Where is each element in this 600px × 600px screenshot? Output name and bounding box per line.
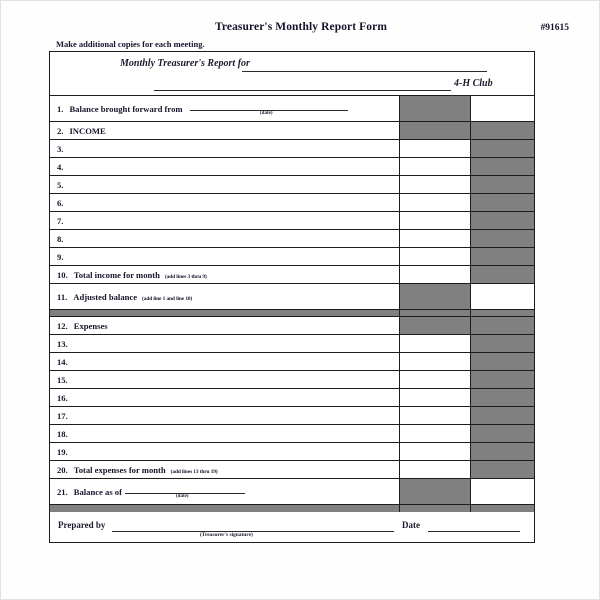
entry-amount-cell[interactable] bbox=[471, 479, 534, 504]
table-row bbox=[50, 284, 534, 310]
row-number: 13. bbox=[57, 338, 68, 349]
club-name-field-rule-2[interactable] bbox=[154, 90, 451, 91]
section-divider-row bbox=[50, 505, 534, 512]
row-label-cell[interactable] bbox=[50, 425, 400, 442]
report-for-label: Monthly Treasurer's Report for bbox=[120, 58, 250, 69]
row-label-text bbox=[57, 162, 63, 172]
row-label-text bbox=[57, 375, 68, 385]
row-label-text bbox=[57, 126, 106, 136]
entry-amount-cell bbox=[471, 407, 534, 424]
table-row bbox=[50, 158, 534, 176]
table-row bbox=[50, 389, 534, 407]
row-label-cell[interactable] bbox=[50, 284, 400, 309]
entry-amount-cell bbox=[471, 310, 534, 316]
entry-amount-cell bbox=[471, 248, 534, 265]
row-label-text bbox=[57, 321, 108, 331]
row-number: 10. bbox=[57, 269, 68, 280]
row-label-cell bbox=[50, 505, 400, 512]
row-label-cell[interactable] bbox=[50, 461, 400, 478]
entry-amount-cell bbox=[471, 505, 534, 512]
row-label-text bbox=[57, 339, 68, 349]
row-number: 8. bbox=[57, 233, 64, 244]
row-label-text bbox=[57, 180, 63, 190]
row-label-cell[interactable] bbox=[50, 335, 400, 352]
balance-amount-cell[interactable] bbox=[400, 194, 471, 211]
page-title: Treasurer's Monthly Report Form bbox=[214, 21, 388, 33]
form-footer bbox=[50, 512, 534, 542]
balance-amount-cell[interactable] bbox=[400, 353, 471, 370]
table-row bbox=[50, 194, 534, 212]
entry-amount-cell[interactable] bbox=[471, 96, 534, 121]
entry-amount-cell bbox=[471, 371, 534, 388]
date-caption: (date) bbox=[260, 111, 273, 116]
balance-amount-cell bbox=[400, 317, 471, 334]
row-label-cell[interactable] bbox=[50, 158, 400, 175]
entry-amount-cell bbox=[471, 353, 534, 370]
row-description: Balance as of bbox=[73, 486, 122, 497]
row-number: 17. bbox=[57, 410, 68, 421]
entry-amount-cell bbox=[471, 443, 534, 460]
treasurer-report-table bbox=[49, 51, 535, 543]
row-note: (add lines 13 thru 19) bbox=[170, 468, 218, 475]
entry-amount-cell bbox=[471, 425, 534, 442]
row-number: 11. bbox=[57, 291, 68, 302]
row-label-cell[interactable] bbox=[50, 248, 400, 265]
entry-amount-cell[interactable] bbox=[471, 284, 534, 309]
report-rows bbox=[50, 96, 534, 512]
balance-amount-cell[interactable] bbox=[400, 389, 471, 406]
row-description: Expenses bbox=[73, 320, 108, 331]
row-note: (add line 1 and line 10) bbox=[142, 295, 193, 302]
table-row bbox=[50, 425, 534, 443]
row-label-cell[interactable] bbox=[50, 122, 400, 139]
row-description: Adjusted balance bbox=[73, 291, 138, 302]
row-label-cell[interactable] bbox=[50, 443, 400, 460]
row-label-cell[interactable] bbox=[50, 371, 400, 388]
row-number: 20. bbox=[57, 464, 68, 475]
row-label-cell[interactable] bbox=[50, 407, 400, 424]
balance-amount-cell[interactable] bbox=[400, 212, 471, 229]
row-number: 4. bbox=[57, 161, 64, 172]
table-row bbox=[50, 248, 534, 266]
row-label-cell[interactable] bbox=[50, 176, 400, 193]
row-label-cell[interactable] bbox=[50, 353, 400, 370]
row-label-text bbox=[57, 393, 68, 403]
club-name-field-rule-1[interactable] bbox=[242, 71, 487, 72]
table-row bbox=[50, 140, 534, 158]
instruction-note: Make additional copies for each meeting. bbox=[56, 39, 205, 49]
balance-amount-cell[interactable] bbox=[400, 371, 471, 388]
row-number: 21. bbox=[57, 486, 68, 497]
table-row bbox=[50, 176, 534, 194]
signature-field[interactable] bbox=[112, 531, 394, 532]
row-description: INCOME bbox=[69, 125, 106, 136]
row-label-text bbox=[57, 144, 63, 154]
row-number: 14. bbox=[57, 356, 68, 367]
table-row bbox=[50, 230, 534, 248]
row-label-cell[interactable] bbox=[50, 194, 400, 211]
table-row bbox=[50, 212, 534, 230]
balance-amount-cell bbox=[400, 479, 471, 504]
balance-amount-cell bbox=[400, 310, 471, 316]
entry-amount-cell bbox=[471, 317, 534, 334]
table-row bbox=[50, 353, 534, 371]
balance-amount-cell[interactable] bbox=[400, 461, 471, 478]
row-label-cell[interactable] bbox=[50, 266, 400, 283]
entry-amount-cell bbox=[471, 335, 534, 352]
row-number: 9. bbox=[57, 251, 64, 262]
row-label-cell[interactable] bbox=[50, 389, 400, 406]
table-row bbox=[50, 266, 534, 284]
row-label-text bbox=[57, 465, 218, 475]
entry-amount-cell bbox=[471, 158, 534, 175]
row-note: (add lines 3 thru 9) bbox=[164, 273, 207, 280]
entry-amount-cell bbox=[471, 389, 534, 406]
balance-amount-cell[interactable] bbox=[400, 248, 471, 265]
row-label-cell[interactable] bbox=[50, 96, 400, 121]
table-row bbox=[50, 461, 534, 479]
date-caption: (date) bbox=[176, 494, 189, 499]
row-number: 6. bbox=[57, 197, 64, 208]
row-label-text bbox=[57, 447, 68, 457]
date-label: Date bbox=[402, 520, 420, 530]
balance-amount-cell[interactable] bbox=[400, 158, 471, 175]
row-number: 12. bbox=[57, 320, 68, 331]
balance-amount-cell[interactable] bbox=[400, 266, 471, 283]
entry-amount-cell bbox=[471, 266, 534, 283]
row-label-cell[interactable] bbox=[50, 317, 400, 334]
row-description: Total expenses for month bbox=[73, 464, 166, 475]
table-row bbox=[50, 317, 534, 335]
row-label-text bbox=[57, 252, 63, 262]
document-number: #91615 bbox=[540, 23, 569, 33]
balance-amount-cell[interactable] bbox=[400, 176, 471, 193]
table-row bbox=[50, 443, 534, 461]
table-row bbox=[50, 371, 534, 389]
entry-amount-cell bbox=[471, 461, 534, 478]
entry-amount-cell bbox=[471, 122, 534, 139]
row-label-text bbox=[57, 234, 63, 244]
row-number: 3. bbox=[57, 143, 64, 154]
row-label-text bbox=[57, 270, 207, 280]
row-label-cell bbox=[50, 310, 400, 316]
balance-amount-cell[interactable] bbox=[400, 407, 471, 424]
row-number: 2. bbox=[57, 125, 64, 136]
table-row bbox=[50, 96, 534, 122]
table-row bbox=[50, 335, 534, 353]
row-label-text bbox=[57, 429, 68, 439]
row-label-text bbox=[57, 411, 68, 421]
section-divider-row bbox=[50, 310, 534, 317]
row-label-text bbox=[57, 292, 192, 302]
row-label-text bbox=[57, 357, 68, 367]
row-number: 16. bbox=[57, 392, 68, 403]
row-number: 5. bbox=[57, 179, 64, 190]
table-row bbox=[50, 479, 534, 505]
report-title-block bbox=[50, 52, 534, 96]
row-description: Balance brought forward from bbox=[69, 103, 183, 114]
entry-amount-cell bbox=[471, 194, 534, 211]
club-suffix-label: 4-H Club bbox=[454, 78, 493, 89]
row-label-cell[interactable] bbox=[50, 479, 400, 504]
entry-amount-cell bbox=[471, 230, 534, 247]
row-number: 19. bbox=[57, 446, 68, 457]
row-label-text bbox=[57, 216, 63, 226]
balance-amount-cell bbox=[400, 284, 471, 309]
row-label-text bbox=[57, 198, 63, 208]
row-number: 1. bbox=[57, 103, 64, 114]
entry-amount-cell bbox=[471, 212, 534, 229]
balance-amount-cell bbox=[400, 96, 471, 121]
entry-amount-cell bbox=[471, 176, 534, 193]
row-label-cell[interactable] bbox=[50, 212, 400, 229]
row-label-cell[interactable] bbox=[50, 140, 400, 157]
date-field[interactable] bbox=[428, 531, 520, 532]
table-row bbox=[50, 407, 534, 425]
balance-amount-cell[interactable] bbox=[400, 335, 471, 352]
row-label-text bbox=[57, 104, 183, 114]
balance-amount-cell[interactable] bbox=[400, 230, 471, 247]
balance-amount-cell bbox=[400, 122, 471, 139]
balance-amount-cell[interactable] bbox=[400, 443, 471, 460]
row-label-text bbox=[57, 487, 122, 497]
balance-amount-cell bbox=[400, 505, 471, 512]
row-number: 18. bbox=[57, 428, 68, 439]
row-number: 15. bbox=[57, 374, 68, 385]
balance-amount-cell[interactable] bbox=[400, 425, 471, 442]
prepared-by-label: Prepared by bbox=[58, 520, 106, 530]
signature-caption: (Treasurer's signature) bbox=[200, 532, 253, 538]
table-row bbox=[50, 122, 534, 140]
entry-amount-cell bbox=[471, 140, 534, 157]
row-number: 7. bbox=[57, 215, 64, 226]
balance-amount-cell[interactable] bbox=[400, 140, 471, 157]
row-description: Total income for month bbox=[73, 269, 160, 280]
row-label-cell[interactable] bbox=[50, 230, 400, 247]
